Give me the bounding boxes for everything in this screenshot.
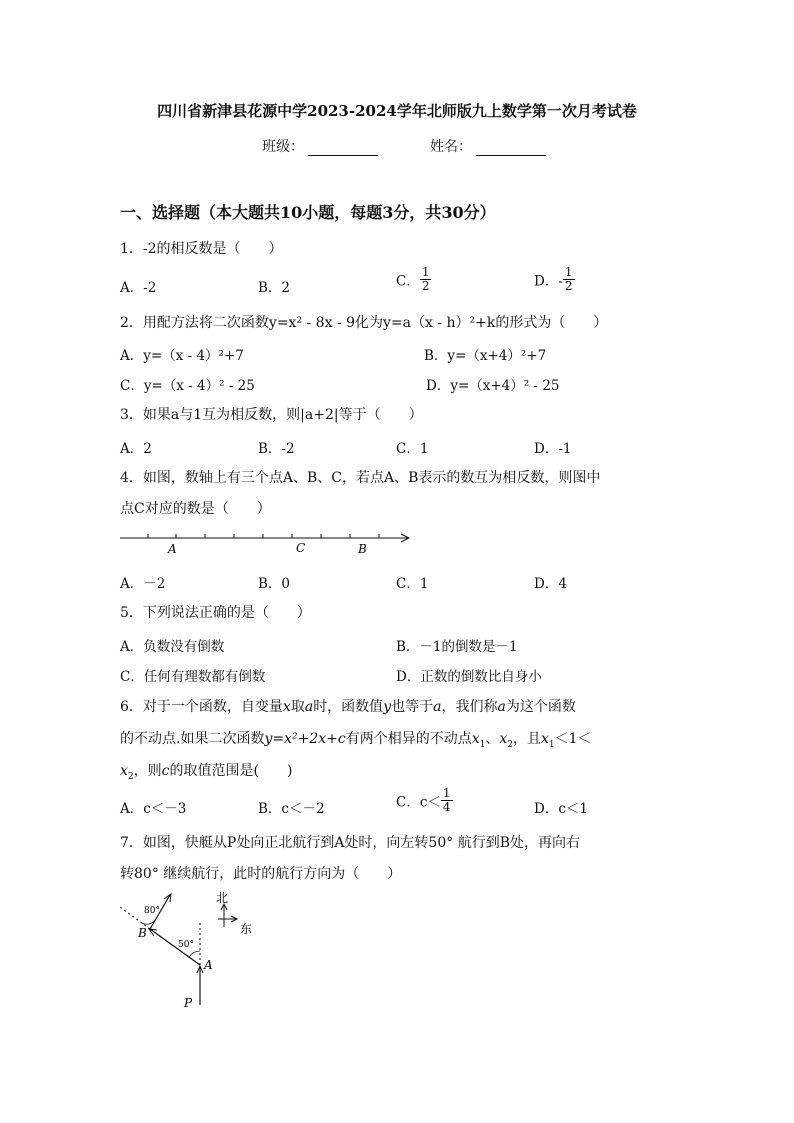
point-label-b: B: [358, 542, 367, 556]
q4-option-a: A．－2: [120, 576, 166, 592]
q3-option-d: D．-1: [534, 441, 572, 457]
q5-option-a: A．负数没有倒数: [120, 639, 225, 655]
q1-option-d-fraction: $\frac{1}{2}$: [564, 265, 573, 293]
name-label: 姓名：: [430, 139, 472, 155]
q1-option-b: B．2: [258, 280, 291, 296]
q1-stem: 1．-2的相反数是（ ）: [120, 241, 283, 257]
compass-east-label: 东: [240, 922, 253, 936]
q7-stem-line2: 转80° 继续航行，此时的航行方向为（ ）: [120, 866, 402, 882]
q3-option-c: C．1: [396, 441, 429, 457]
number-line-figure: [118, 526, 418, 560]
q5-option-b: B．－1的倒数是－1: [396, 639, 518, 655]
q2-option-a: A．y=（x - 4）²+7: [120, 348, 244, 364]
point-label-p: P: [184, 996, 193, 1010]
q6-option-c-fraction: $\frac{1}{4}$: [442, 786, 451, 814]
angle-arc-50: [189, 951, 200, 957]
q2-option-b: B．y=（x+4）²+7: [424, 348, 547, 364]
class-field: [262, 136, 378, 156]
q6-option-c: C．c＜ $\frac{1}{4}$: [396, 786, 451, 814]
section-title: 一、选择题（本大题共10小题，每题3分，共30分）: [120, 203, 496, 222]
q5-option-d: D．正数的倒数比自身小: [396, 669, 542, 685]
navigation-figure: [112, 885, 272, 1015]
q5-stem: 5．下列说法正确的是（ ）: [120, 605, 311, 621]
q1-option-d: D．- $\frac{1}{2}$: [534, 265, 573, 293]
q2-stem: 2．用配方法将二次函数y=x² - 8x - 9化为y=a（x - h）²+k的形式为（ ）: [120, 315, 608, 331]
point-label-a: A: [168, 542, 177, 556]
number-line-ticks: [148, 534, 379, 538]
q3-option-b: B．-2: [258, 441, 295, 457]
q6-line2: 的不动点.如果二次函数y=x²+2x+c有两个相异的不动点$x_1$、$x_2$，且$x_1<1<$: [120, 731, 592, 750]
q5-option-c: C．任何有理数都有倒数: [120, 669, 266, 685]
q1-option-c: C． $\frac{1}{2}$: [396, 265, 430, 293]
angle-label-50: 50°: [178, 940, 194, 950]
q4-option-c: C．1: [396, 576, 429, 592]
q6-option-b: B．c＜－2: [258, 801, 325, 817]
point-label-a: A: [204, 958, 213, 972]
q6-option-a: A．c＜－3: [120, 801, 187, 817]
class-blank: [308, 141, 378, 156]
point-label-b: B: [138, 926, 147, 940]
angle-label-80: 80°: [144, 906, 160, 916]
q6-line3: $x_2$，则c的取值范围是( ): [120, 763, 293, 782]
q1-option-c-fraction: $\frac{1}{2}$: [421, 265, 430, 293]
q4-option-d: D．4: [534, 576, 567, 592]
q3-stem: 3．如果a与1互为相反数，则|a+2|等于（ ）: [120, 407, 423, 423]
q6-option-d: D．c＜1: [534, 801, 588, 817]
q3-option-a: A．2: [120, 441, 152, 457]
q4-stem-line1: 4．如图，数轴上有三个点A、B、C，若点A、B表示的数互为相反数，则图中: [120, 470, 601, 486]
name-field: [430, 136, 546, 156]
class-label: 班级：: [262, 139, 304, 155]
q6-line1: 6．对于一个函数，自变量x取a时，函数值y也等于a，我们称a为这个函数: [120, 699, 576, 715]
q4-stem-line2: 点C对应的数是（ ）: [120, 501, 271, 517]
q2-option-c: C．y=（x - 4）² - 25: [120, 378, 255, 394]
point-label-c: C: [296, 541, 306, 555]
q1-option-a: A．-2: [120, 280, 157, 296]
q7-stem-line1: 7．如图，快艇从P处向正北航行到A处时，向左转50° 航行到B处，再向右: [120, 835, 580, 851]
compass-north-label: 北: [216, 891, 229, 905]
page-title: 四川省新津县花源中学2023-2024学年北师版九上数学第一次月考试卷: [157, 102, 637, 120]
q2-option-d: D．y=（x+4）² - 25: [426, 378, 560, 394]
name-blank: [476, 141, 546, 156]
q4-option-b: B．0: [258, 576, 291, 592]
